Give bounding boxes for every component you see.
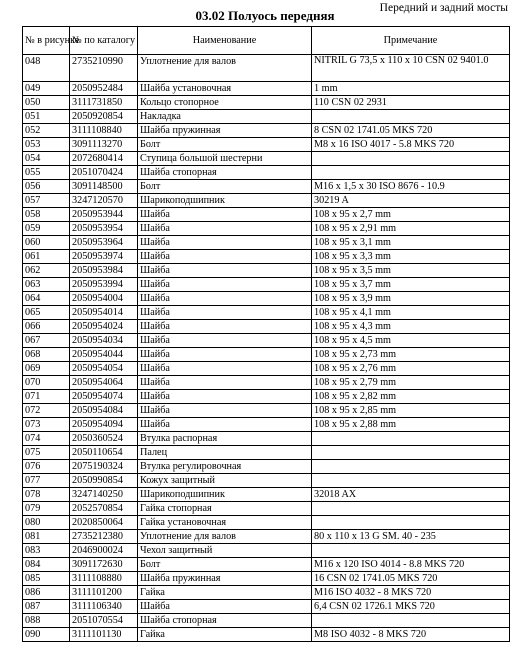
cell-num: 060 [23, 236, 70, 250]
cell-catalog-number: 2020850064 [70, 516, 138, 530]
cell-num: 050 [23, 96, 70, 110]
cell-name: Шайба [138, 418, 312, 432]
table-row [23, 110, 510, 124]
cell-catalog-number: 2050990854 [70, 474, 138, 488]
cell-catalog-number: 2050953984 [70, 264, 138, 278]
cell-note [312, 460, 510, 474]
cell-name: Шайба пружинная [138, 124, 312, 138]
table-row [23, 516, 510, 530]
table-row [23, 488, 510, 502]
cell-num: 074 [23, 432, 70, 446]
cell-catalog-number: 2050953964 [70, 236, 138, 250]
cell-name: Шайба установочная [138, 82, 312, 96]
cell-name: Шайба [138, 404, 312, 418]
cell-name: Шайба стопорная [138, 614, 312, 628]
table-row [23, 362, 510, 376]
cell-name: Шайба [138, 264, 312, 278]
table-row [23, 502, 510, 516]
cell-catalog-number: 2050953944 [70, 208, 138, 222]
cell-num: 059 [23, 222, 70, 236]
cell-catalog-number: 2050954024 [70, 320, 138, 334]
cell-note: 6,4 CSN 02 1726.1 MKS 720 [312, 600, 510, 614]
cell-note: M8 x 16 ISO 4017 - 5.8 MKS 720 [312, 138, 510, 152]
parts-table [22, 26, 510, 642]
cell-note [312, 544, 510, 558]
cell-name: Шайба [138, 222, 312, 236]
cell-num: 083 [23, 544, 70, 558]
cell-catalog-number: 2735210990 [70, 55, 138, 82]
table-row [23, 530, 510, 544]
cell-note: 8 CSN 02 1741.05 MKS 720 [312, 124, 510, 138]
cell-catalog-number: 2050954074 [70, 390, 138, 404]
cell-num: 080 [23, 516, 70, 530]
cell-num: 084 [23, 558, 70, 572]
cell-name: Болт [138, 138, 312, 152]
cell-name: Шайба пружинная [138, 572, 312, 586]
cell-note: 108 x 95 x 4,5 mm [312, 334, 510, 348]
cell-note [312, 474, 510, 488]
cell-note: 30219 A [312, 194, 510, 208]
cell-catalog-number: 2050954054 [70, 362, 138, 376]
column-header-num: № в рисунке [23, 27, 70, 55]
cell-name: Шайба [138, 376, 312, 390]
cell-num: 071 [23, 390, 70, 404]
table-row [23, 82, 510, 96]
cell-note: 108 x 95 x 3,7 mm [312, 278, 510, 292]
cell-note: 108 x 95 x 3,1 mm [312, 236, 510, 250]
cell-catalog-number: 3111108880 [70, 572, 138, 586]
cell-catalog-number: 2050954094 [70, 418, 138, 432]
cell-name: Болт [138, 180, 312, 194]
cell-name: Гайка установочная [138, 516, 312, 530]
table-row [23, 306, 510, 320]
cell-name: Шайба [138, 250, 312, 264]
cell-num: 055 [23, 166, 70, 180]
cell-name: Шайба стопорная [138, 166, 312, 180]
cell-note: 108 x 95 x 2,85 mm [312, 404, 510, 418]
cell-catalog-number: 2050920854 [70, 110, 138, 124]
table-row [23, 558, 510, 572]
table-row [23, 208, 510, 222]
cell-catalog-number: 2052570854 [70, 502, 138, 516]
table-row [23, 166, 510, 180]
cell-num: 058 [23, 208, 70, 222]
table-row [23, 404, 510, 418]
cell-num: 081 [23, 530, 70, 544]
cell-note: 108 x 95 x 3,9 mm [312, 292, 510, 306]
cell-num: 051 [23, 110, 70, 124]
table-row [23, 376, 510, 390]
cell-note: 108 x 95 x 2,73 mm [312, 348, 510, 362]
cell-note [312, 110, 510, 124]
cell-num: 088 [23, 614, 70, 628]
table-row [23, 572, 510, 586]
cell-catalog-number: 2050953954 [70, 222, 138, 236]
cell-catalog-number: 3111106340 [70, 600, 138, 614]
cell-catalog-number: 2735212380 [70, 530, 138, 544]
cell-num: 052 [23, 124, 70, 138]
cell-num: 053 [23, 138, 70, 152]
cell-name: Шарикоподшипник [138, 488, 312, 502]
table-row [23, 586, 510, 600]
cell-catalog-number: 2051070424 [70, 166, 138, 180]
table-row [23, 460, 510, 474]
cell-name: Шайба [138, 390, 312, 404]
column-header-catalog: № по каталогу [70, 27, 138, 55]
table-row [23, 138, 510, 152]
cell-catalog-number: 2050360524 [70, 432, 138, 446]
cell-num: 068 [23, 348, 70, 362]
cell-name: Шайба [138, 348, 312, 362]
table-row [23, 628, 510, 642]
table-row [23, 432, 510, 446]
cell-catalog-number: 2050954044 [70, 348, 138, 362]
cell-note [312, 166, 510, 180]
cell-num: 073 [23, 418, 70, 432]
cell-note: 108 x 95 x 3,3 mm [312, 250, 510, 264]
cell-catalog-number: 2050954004 [70, 292, 138, 306]
cell-name: Накладка [138, 110, 312, 124]
cell-num: 086 [23, 586, 70, 600]
cell-note: 108 x 95 x 2,79 mm [312, 376, 510, 390]
cell-num: 057 [23, 194, 70, 208]
cell-catalog-number: 2050954084 [70, 404, 138, 418]
cell-name: Шайба [138, 236, 312, 250]
cell-note: 108 x 95 x 2,88 mm [312, 418, 510, 432]
cell-note [312, 152, 510, 166]
cell-name: Болт [138, 558, 312, 572]
cell-note: M8 ISO 4032 - 8 MKS 720 [312, 628, 510, 642]
table-row [23, 55, 510, 82]
cell-name: Шайба [138, 278, 312, 292]
cell-num: 049 [23, 82, 70, 96]
cell-catalog-number: 2050952484 [70, 82, 138, 96]
cell-name: Втулка распорная [138, 432, 312, 446]
cell-name: Шайба [138, 362, 312, 376]
cell-note [312, 502, 510, 516]
table-row [23, 334, 510, 348]
cell-note: 108 x 95 x 4,3 mm [312, 320, 510, 334]
cell-note: 32018 AX [312, 488, 510, 502]
cell-catalog-number: 3111101200 [70, 586, 138, 600]
cell-catalog-number: 3247120570 [70, 194, 138, 208]
cell-note: 1 mm [312, 82, 510, 96]
cell-name: Шарикоподшипник [138, 194, 312, 208]
cell-name: Гайка [138, 586, 312, 600]
cell-name: Шайба [138, 292, 312, 306]
cell-catalog-number: 2050954064 [70, 376, 138, 390]
table-row [23, 320, 510, 334]
table-row [23, 614, 510, 628]
cell-catalog-number: 3091148500 [70, 180, 138, 194]
cell-num: 064 [23, 292, 70, 306]
column-header-note: Примечание [312, 27, 510, 55]
cell-name: Гайка стопорная [138, 502, 312, 516]
cell-catalog-number: 2050953994 [70, 278, 138, 292]
cell-num: 078 [23, 488, 70, 502]
table-row [23, 544, 510, 558]
cell-note: 80 x 110 x 13 G SM. 40 - 235 [312, 530, 510, 544]
cell-catalog-number: 2051070554 [70, 614, 138, 628]
table-row [23, 292, 510, 306]
table-row [23, 152, 510, 166]
cell-note: 110 CSN 02 2931 [312, 96, 510, 110]
cell-note: 16 CSN 02 1741.05 MKS 720 [312, 572, 510, 586]
cell-note: 108 x 95 x 2,76 mm [312, 362, 510, 376]
cell-name: Уплотнение для валов [138, 530, 312, 544]
table-row [23, 418, 510, 432]
cell-num: 090 [23, 628, 70, 642]
cell-name: Втулка регулировочная [138, 460, 312, 474]
cell-name: Шайба [138, 320, 312, 334]
cell-num: 056 [23, 180, 70, 194]
cell-catalog-number: 3111731850 [70, 96, 138, 110]
cell-note [312, 516, 510, 530]
column-header-name: Наименование [138, 27, 312, 55]
cell-catalog-number: 2072680414 [70, 152, 138, 166]
cell-note: 108 x 95 x 4,1 mm [312, 306, 510, 320]
cell-catalog-number: 3091113270 [70, 138, 138, 152]
table-body [23, 55, 510, 642]
page-title: 03.02 Полуось передняя [195, 8, 335, 23]
cell-num: 062 [23, 264, 70, 278]
table-row [23, 600, 510, 614]
cell-catalog-number: 2050953974 [70, 250, 138, 264]
cell-num: 054 [23, 152, 70, 166]
cell-num: 085 [23, 572, 70, 586]
cell-num: 061 [23, 250, 70, 264]
cell-num: 063 [23, 278, 70, 292]
cell-num: 067 [23, 334, 70, 348]
cell-num: 079 [23, 502, 70, 516]
cell-note [312, 446, 510, 460]
cell-name: Палец [138, 446, 312, 460]
cell-num: 066 [23, 320, 70, 334]
cell-note: NITRIL G 73,5 x 110 x 10 CSN 02 9401.0 [312, 55, 510, 82]
cell-catalog-number: 2050954014 [70, 306, 138, 320]
cell-name: Шайба [138, 306, 312, 320]
cell-note [312, 432, 510, 446]
cell-num: 076 [23, 460, 70, 474]
table-row [23, 96, 510, 110]
cell-name: Кожух защитный [138, 474, 312, 488]
cell-num: 069 [23, 362, 70, 376]
cell-name: Чехол защитный [138, 544, 312, 558]
cell-note: 108 x 95 x 2,91 mm [312, 222, 510, 236]
table-row [23, 180, 510, 194]
cell-catalog-number: 3091172630 [70, 558, 138, 572]
cell-catalog-number: 3111101130 [70, 628, 138, 642]
table-row [23, 474, 510, 488]
table-row [23, 250, 510, 264]
cell-note [312, 614, 510, 628]
cell-catalog-number: 2050110654 [70, 446, 138, 460]
section-title: Передний и задний мосты [379, 2, 508, 14]
table-row [23, 278, 510, 292]
cell-catalog-number: 3247140250 [70, 488, 138, 502]
table-row [23, 446, 510, 460]
table-row [23, 348, 510, 362]
table-row [23, 124, 510, 138]
cell-name: Шайба [138, 600, 312, 614]
cell-catalog-number: 3111108840 [70, 124, 138, 138]
cell-name: Ступица большой шестерни [138, 152, 312, 166]
cell-num: 072 [23, 404, 70, 418]
cell-catalog-number: 2050954034 [70, 334, 138, 348]
cell-note: 108 x 95 x 2,82 mm [312, 390, 510, 404]
cell-num: 077 [23, 474, 70, 488]
table-row [23, 222, 510, 236]
cell-num: 065 [23, 306, 70, 320]
table-header-row [23, 27, 510, 55]
cell-note: M16 ISO 4032 - 8 MKS 720 [312, 586, 510, 600]
cell-name: Кольцо стопорное [138, 96, 312, 110]
cell-num: 075 [23, 446, 70, 460]
cell-note: 108 x 95 x 2,7 mm [312, 208, 510, 222]
cell-num: 070 [23, 376, 70, 390]
cell-catalog-number: 2046900024 [70, 544, 138, 558]
table-row [23, 264, 510, 278]
cell-note: M16 x 120 ISO 4014 - 8.8 MKS 720 [312, 558, 510, 572]
cell-name: Шайба [138, 208, 312, 222]
cell-num: 087 [23, 600, 70, 614]
cell-note: M16 x 1,5 x 30 ISO 8676 - 10.9 [312, 180, 510, 194]
cell-note: 108 x 95 x 3,5 mm [312, 264, 510, 278]
cell-catalog-number: 2075190324 [70, 460, 138, 474]
cell-name: Уплотнение для валов [138, 55, 312, 82]
cell-name: Шайба [138, 334, 312, 348]
table-row [23, 194, 510, 208]
table-row [23, 236, 510, 250]
table-row [23, 390, 510, 404]
cell-name: Гайка [138, 628, 312, 642]
cell-num: 048 [23, 55, 70, 82]
